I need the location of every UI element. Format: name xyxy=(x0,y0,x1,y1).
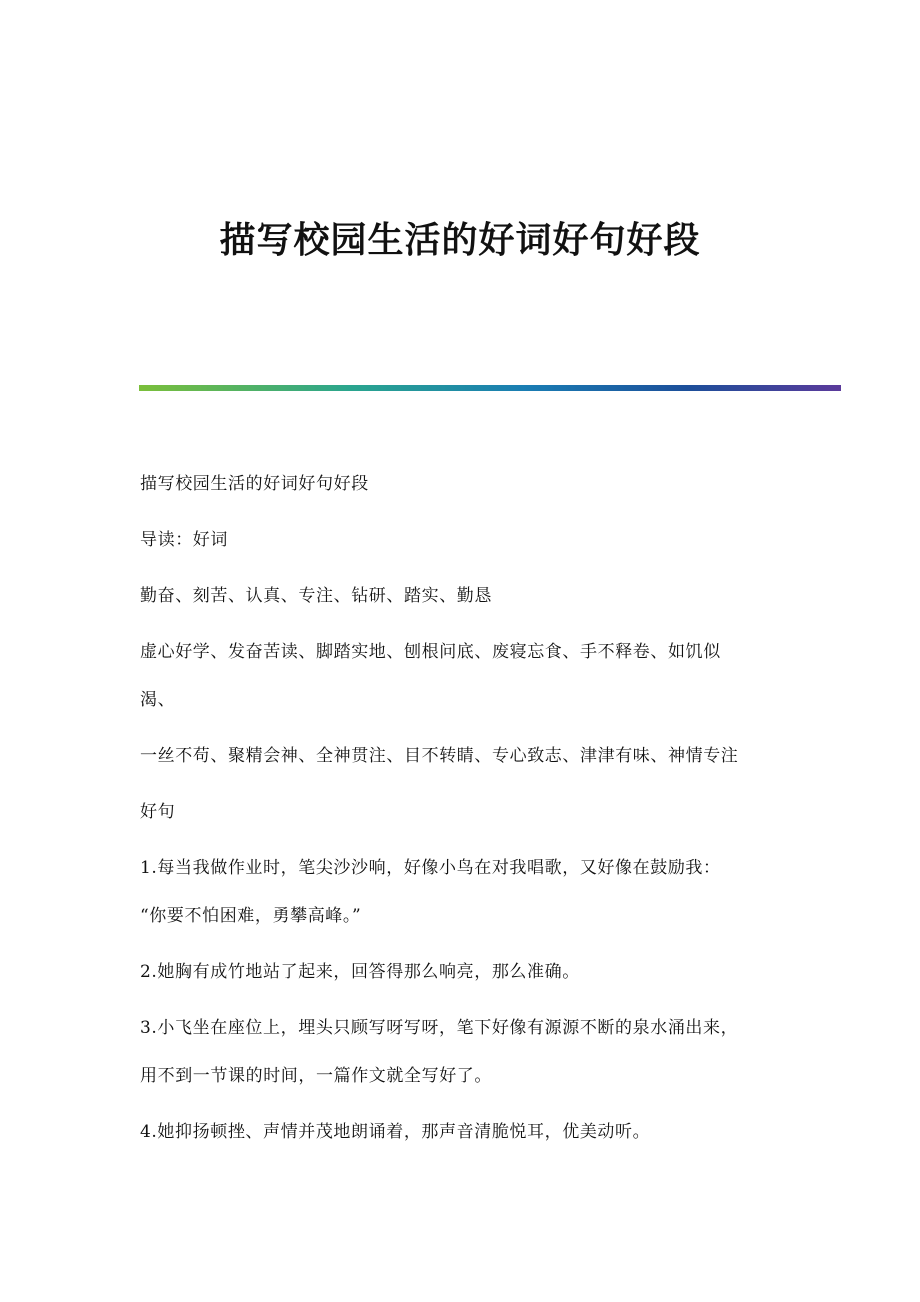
document-title: 描写校园生活的好词好句好段 xyxy=(219,219,701,261)
sentence-item: 4.她抑扬顿挫、声情并茂地朗诵着，那声音清脆悦耳，优美动听。 xyxy=(140,1122,651,1142)
sentence-item-cont: 用不到一节课的时间，一篇作文就全写好了。 xyxy=(140,1066,492,1086)
intro-line: 导读：好词 xyxy=(140,530,228,550)
idiom-list-line: 一丝不苟、聚精会神、全神贯注、目不转睛、专心致志、津津有味、神情专注 xyxy=(140,746,739,766)
title-divider xyxy=(139,385,841,391)
section-heading: 好句 xyxy=(140,802,176,822)
word-list-line: 勤奋、刻苦、认真、专注、钻研、踏实、勤恳 xyxy=(140,586,492,606)
sentence-item: 3.小飞坐在座位上，埋头只顾写呀写呀，笔下好像有源源不断的泉水涌出来， xyxy=(140,1018,739,1038)
sentence-item: 1.每当我做作业时，笔尖沙沙响，好像小鸟在对我唱歌，又好像在鼓励我： xyxy=(140,858,721,878)
sentence-item-cont: “你要不怕困难，勇攀高峰。” xyxy=(140,906,362,926)
body-heading: 描写校园生活的好词好句好段 xyxy=(140,474,369,494)
idiom-list-line-cont: 渴、 xyxy=(140,690,176,710)
sentence-item: 2.她胸有成竹地站了起来，回答得那么响亮，那么准确。 xyxy=(140,962,580,982)
idiom-list-line: 虚心好学、发奋苦读、脚踏实地、刨根问底、废寝忘食、手不释卷、如饥似 xyxy=(140,642,721,662)
